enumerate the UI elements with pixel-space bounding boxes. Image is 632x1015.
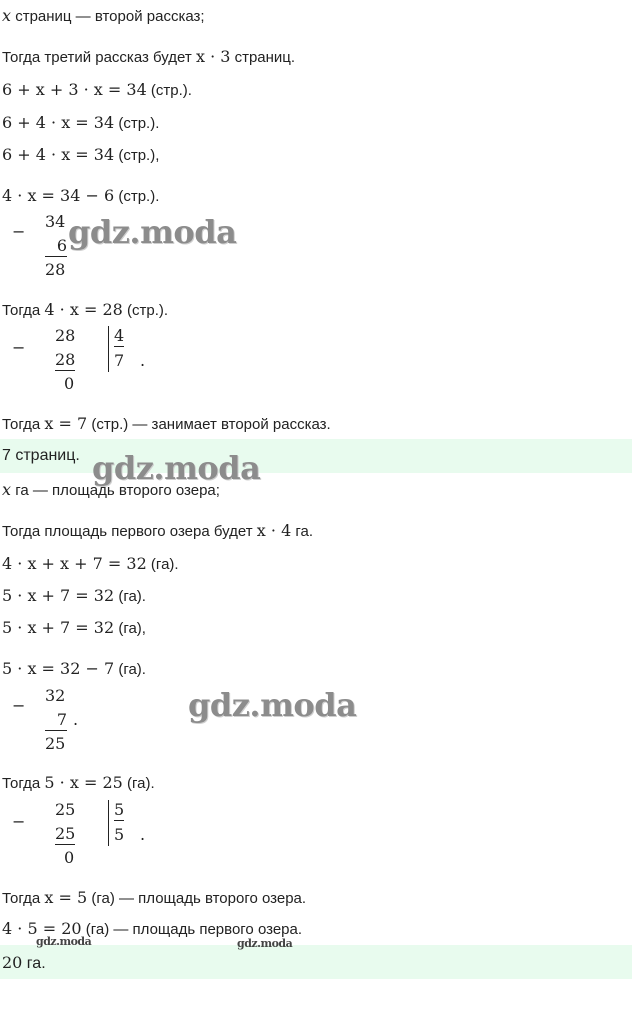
text: га.	[291, 523, 314, 540]
subtracted: 25	[55, 824, 76, 843]
math: 6 + 4 · x = 34	[2, 113, 115, 132]
watermark-logo: gdz.moda	[68, 213, 237, 251]
equation-line	[2, 586, 146, 607]
minus-sign: −	[12, 812, 26, 831]
period: .	[73, 710, 79, 729]
quotient: 7	[114, 351, 125, 370]
math: x = 7	[44, 414, 88, 433]
dividend: 28	[55, 326, 76, 345]
equation-line	[2, 554, 179, 575]
answer-text	[2, 953, 46, 974]
remainder: 0	[64, 848, 75, 867]
equation-line	[2, 659, 146, 680]
minuend: 34	[45, 212, 66, 231]
text-line	[2, 6, 205, 27]
text: (га).	[114, 588, 146, 605]
text: (стр.) — занимает второй рассказ.	[87, 416, 331, 433]
minuend: 32	[45, 686, 66, 705]
text: (стр.).	[114, 188, 160, 205]
answer-box	[0, 945, 632, 979]
text: Тогда	[2, 890, 45, 907]
math: x = 5	[44, 888, 88, 907]
watermark-logo: gdz.moda	[188, 686, 357, 724]
quotient: 5	[114, 825, 125, 844]
math: 4 · x + x + 7 = 32	[2, 554, 147, 573]
text: (га).	[114, 661, 146, 678]
divisor: 4	[114, 326, 125, 345]
text-line	[2, 47, 295, 68]
watermark-logo: gdz.moda	[237, 937, 293, 950]
divisor: 5	[114, 800, 125, 819]
text: (стр.).	[146, 82, 192, 99]
minus-sign: −	[12, 696, 26, 715]
subtracted: 28	[55, 350, 76, 369]
equation-line	[2, 145, 159, 166]
text: (га),	[114, 620, 146, 637]
division-bar	[108, 326, 109, 372]
text: (га) — площадь первого озера.	[81, 921, 303, 938]
math: 4 · x = 34 − 6	[2, 186, 115, 205]
text: Тогда	[2, 302, 45, 319]
equation-line	[2, 80, 192, 101]
math: 5 · x + 7 = 32	[2, 586, 115, 605]
text-line	[2, 521, 313, 542]
text-line	[2, 300, 168, 321]
period: .	[140, 351, 146, 370]
math: 5 · x = 32 − 7	[2, 659, 115, 678]
difference: 25	[45, 734, 66, 753]
text: Тогда	[2, 775, 45, 792]
text: (стр.).	[114, 115, 160, 132]
text-line	[2, 414, 331, 435]
math: x	[2, 480, 12, 499]
math: x · 3	[195, 47, 231, 66]
subtrahend: 7	[45, 710, 67, 731]
watermark-logo: gdz.moda	[36, 935, 92, 948]
math: 5 · x + 7 = 32	[2, 618, 115, 637]
math: 5 · x = 25	[44, 773, 123, 792]
text: (га) — площадь второго озера.	[87, 890, 307, 907]
text: Тогда	[2, 416, 45, 433]
text: (га).	[122, 775, 155, 792]
minus-sign: −	[12, 338, 26, 357]
math: 4 · 5 = 20	[2, 919, 82, 938]
division-bar	[108, 800, 109, 846]
math: 4 · x = 28	[44, 300, 123, 319]
text: страниц.	[230, 49, 296, 66]
text: страниц — второй рассказ;	[11, 8, 205, 25]
text: (стр.).	[122, 302, 169, 319]
equation-line	[2, 186, 159, 207]
text: (га).	[146, 556, 179, 573]
period: .	[140, 825, 146, 844]
watermark-logo: gdz.moda	[92, 449, 261, 487]
math: 6 + x + 3 · x = 34	[2, 80, 147, 99]
text-line	[2, 888, 306, 909]
text: (стр.),	[114, 147, 160, 164]
text: га.	[22, 955, 46, 972]
equation-line	[2, 618, 146, 639]
text-line	[2, 773, 155, 794]
math: 6 + 4 · x = 34	[2, 145, 115, 164]
text: Тогда площадь первого озера будет	[2, 523, 257, 540]
text: га — площадь второго озера;	[11, 482, 220, 499]
remainder: 0	[64, 374, 75, 393]
math: x	[2, 6, 12, 25]
equation-line	[2, 113, 159, 134]
subtrahend: 6	[45, 236, 67, 257]
minus-sign: −	[12, 222, 26, 241]
dividend: 25	[55, 800, 76, 819]
text: Тогда третий рассказ будет	[2, 49, 196, 66]
math: 20	[2, 953, 23, 972]
math: x · 4	[256, 521, 292, 540]
difference: 28	[45, 260, 66, 279]
answer-text: 7 страниц.	[2, 447, 80, 464]
